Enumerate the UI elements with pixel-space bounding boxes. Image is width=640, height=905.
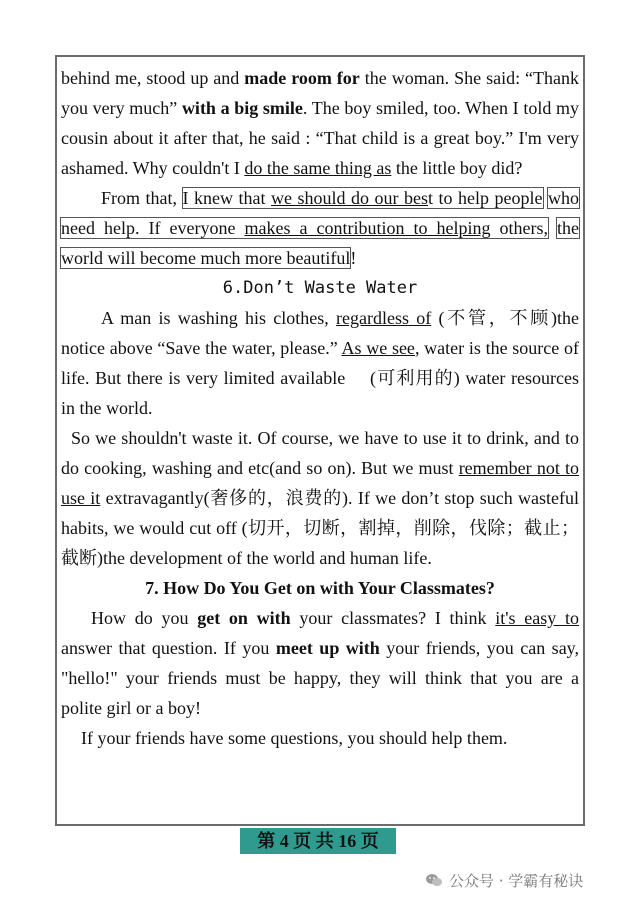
underlined-phrase: do the same thing as [244,158,392,178]
document-body [61,63,579,753]
boxed-sentence: I knew that we should do our best to help people [182,188,543,208]
section-7-title: 7. How Do You Get on with Your Classmates? [145,578,495,598]
boxed-sentence: the world will become much more beautiful [61,218,580,268]
paragraph-2: From that, I knew that we should do our best to help people who need help. If everyone makes a contribution to helping others, the world will become much more beautiful! [61,188,580,268]
bold-phrase: get on with [197,608,291,628]
section-6-paragraph-2: So we shouldn't waste it. Of course, we have to use it to drink, and to do cooking, washing and etc(and so on). But we must remember not to use it extravagantly(奢侈的，浪费的). If we don’t stop such wasteful habits, we would cut off (切开，切断，割掉，削除，伐除；截止；截断)the development of the world and human life. [61,428,579,568]
watermark [425,869,583,891]
underlined-phrase: regardless of [336,308,432,328]
section-6-paragraph-1: A man is washing his clothes, regardless of (不管，不顾)the notice above “Save the water, please.” As we see, water is the source of life. But there is very limited available (可利用的) water resources in the world. [61,308,579,418]
underlined-phrase: remember not to use it [61,458,579,508]
page-number-badge: 第 4 页 共 16 页 [240,828,396,854]
watermark-text: 公众号 · 学霸有秘诀 [449,871,584,890]
section-6-title: 6.Don’t Waste Water [222,278,418,298]
underlined-phrase: we should do our bes [271,188,429,208]
section-7-paragraph-1: How do you get on with your classmates? I think it's easy to answer that question. If you meet up with your friends, you can say, "hello!" your friends must be happy, they will think that you are a polite girl or a boy! [61,608,580,718]
section-7-paragraph-2: If your friends have some questions, you should help them. [81,728,508,748]
paragraph-1: behind me, stood up and made room for the woman. She said: “Thank you very much” with a big smile. The boy smiled, too. When I told my cousin about it after that, he said : “That child is a great boy.” I'm very ashamed. Why couldn't I do the same thing as the little boy did? [61,68,580,178]
underlined-phrase: As we see [341,338,415,358]
underlined-phrase: makes a contribution to helping [244,218,491,238]
underlined-phrase: it's easy to [495,608,579,628]
bold-phrase: meet up with [275,638,380,658]
boxed-sentence: who need help. If everyone makes a contribution to helping others, [61,188,580,238]
bold-phrase: with a big smile [181,98,303,118]
bold-phrase: made room for [244,68,360,88]
wechat-icon [425,873,443,887]
